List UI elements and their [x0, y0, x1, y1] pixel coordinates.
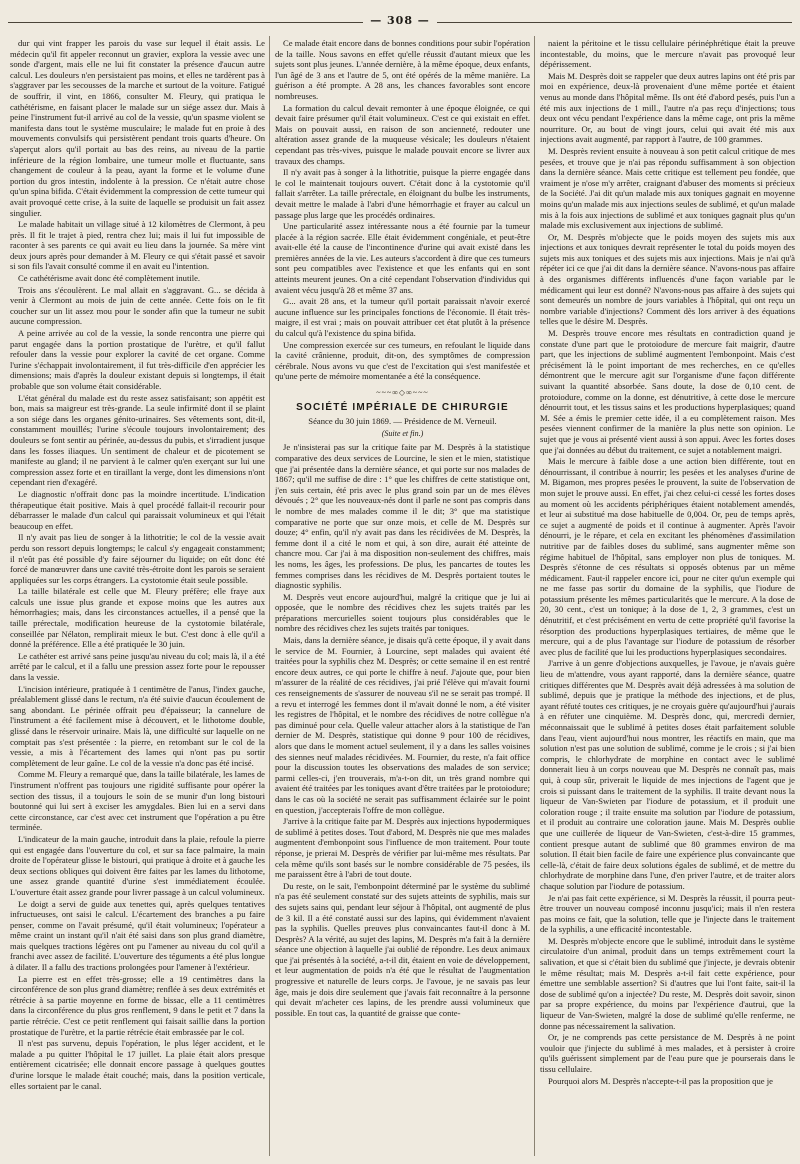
- paragraph: La taille bilatérale est celle que M. Fleury préfère; elle fraye aux calculs une issue plus grande et expose moins que les autres aux hémorrhagies; mais, dans les circonstances actuelles, il a pensé que la taille prérectale, modification heureuse de la cystotomie bilatérale, conseillée par Nélaton, remplirait mieux le but. C'est donc à elle qu'il a donné la préférence. Elle a été pratiquée le 30 juin.: [10, 586, 265, 650]
- paragraph: Il n'y avait pas lieu de songer à la lithotritie; le col de la vessie avait perdu son ressort depuis longtemps; le calcul s'y engageait constamment; il n'eût pas été possible d'y faire séjourner du liquide; on eût donc été forcé de manœuvrer dans une cavité très-étroite dont les parois se seraient appliquées sur les corps étrangers. La cystotomie était seule possible.: [10, 532, 265, 585]
- paragraph: Le malade habitait un village situé à 12 kilomètres de Clermont, à peu près. Il fit le trajet à pied, rentra chez lui; mais il lui fut impossible de raconter à ses parents ce qui avait eu lieu dans la journée. Sa mère vint deux jours après pour demander à M. Fleury ce qui s'était passé et savoir si son fils l'avait consulté comme il en avait eu l'intention.: [10, 219, 265, 272]
- paragraph: Trois ans s'écoulèrent. Le mal allait en s'aggravant. G... se décida à venir à Clermont au mois de juin de cette année. Cette fois on le fit coucher sur un lit assez mou pour le sonder afin que la tumeur ne subit aucune compression.: [10, 284, 265, 327]
- paragraph: Mais le mercure à faible dose a une action bien différente, tout en dénourrissant, il contribue à nourrir; les pesées et les analyses d'urine de M. Bigamon, mes propres pesées le prouvent, la suite de l'observation de mon sujet le prouve aussi. En effet, j'ai chez celui-ci cessé les fortes doses au moment où les accidents périphériques étaient notablement amendés, et leur ai substitué ma dose habituelle de 0,004. Or, peu de temps après, ce sujet a augmenté de poids et il continue à augmenter. Après l'avoir dénourri, je le répare, et cela en excitant les phénomènes d'assimilation nutritive par de faibles doses du sublimé, sans augmenter même son régime habituel de l'hôpital, sans employer non plus de toniques. M. Desprès s'étonne de ces résultats si opposés obtenus par un même médicament. Faut-il rappeler encore ici, pour ne citer qu'un exemple qui ne me fasse pas sortir du domaine de la syphilis, que l'iodure de potassium présente les mêmes particularités que le mercure. A la dose de 20, 30 cent., c'est un tonique; à la dose de 1, 2, 3 grammes, c'est un dénutritif, et c'est précisément en vertu de cette propriété qu'il favorise la résorption des productions hyperplasiques tertiaires, de même que le mercure, qui a de plus l'avantage sur l'iodure de potassium de résorber avec plus de facilité que lui les productions hyperplasiques secondaires.: [540, 456, 795, 657]
- paragraph: Le diagnostic n'offrait donc pas la moindre incertitude. L'indication thérapeutique était positive. Mais à quel procédé fallait-il recourir pour débarrasser le malade d'un calcul qui paraissait volumineux et qui l'était beaucoup en effet.: [10, 488, 265, 531]
- column-middle: [275, 38, 530, 1156]
- paragraph: M. Desprès veut encore aujourd'hui, malgré la critique que je lui ai opposée, que le nombre des récidives chez les sujets traités par les préparations mercurielles soient toujours plus considérables que le nombre des récidives chez les sujets traités par toniques.: [275, 591, 530, 634]
- section-ornament: ~~~∞◇∞~~~: [376, 388, 429, 397]
- paragraph: Le cathéter est arrivé sans peine jusqu'au niveau du col; mais là, il a été arrêté par le calcul, et il a fallu une pression assez forte pour le repousser dans la vessie.: [10, 650, 265, 683]
- paragraph: J'arrive à un genre d'objections auxquelles, je l'avoue, je n'avais guère lieu de m'attendre, vous ayant rapporté, dans la dernière séance, quatre critiques différentes que M. Desprès avait déjà adressées à ma solution de sublimé, depuis que je pratique la méthode des injections, et de plus, ayant réfuté toutes ces critiques, je ne croyais guère qu'aujourd'hui j'aurais à en réfuter une cinquième. M. Desprès donc, qui, mercredi dernier, méconnaissait que le sublimé à petites doses était parfaitement soluble dans l'eau, vient aujourd'hui nous montrer, les réactifs en main, que ma solution n'est pas une solution de sublimé, comme je le crois ; si j'ai bien compris, le chlorhydrate de morphine en contact avec le sublimé donnerait lieu à un corps nouveau que M. Desprès ne connaît pas, mais qui, à coup sûr, priverait le liquide de mes injections de l'agent que je crois si puissant dans le traitement de la syphilis. Il traite devant nous la liqueur de Van-Swieten par l'iodure de potassium, et il produit une coloration rouge ; il traite ensuite ma solution par l'iodure de potassium, et il produit au contraire une coloration jaune. Mais M. Desprès oublie que une cuillerée de liqueur de Van-Swieten, c'est-à-dire 15 grammes, contient presque autant de sublimé que 80 grammes environ de ma solution. Il était bien facile de faire une expérience plus convaincante que celle-là, c'était de faire deux solutions égales de sublimé, et de mettre du chlorhydrate de morphine dans l'une, d'en priver l'autre, et de traiter alors chaque solution par l'iodure de potassium.: [540, 658, 795, 891]
- paragraph: M. Desprès m'objecte encore que le sublimé, introduit dans le système circulatoire d'un animal, produit dans un temps extrêmement court la salivation, et que si c'était bien du sublimé que j'injecte, je devrais obtenir le même résultat; mais M. Desprès a-t-il fait cette expérience, pour émettre une semblable assertion? Si d'autres que lui l'ont faite, sait-il la dose de sublimé qu'on a injectée? Du reste, M. Desprès doit savoir, sinon par sa propre expérience, du moins par l'expérience d'autrui, que la liqueur de Van-Swieten, malgré la dose de sublimé qu'elle renferme, ne donne pas nécessairement la salivation.: [540, 935, 795, 1031]
- paragraph: L'incision intérieure, pratiquée à 1 centimètre de l'anus, l'index gauche, préalablement glissé dans le rectum, n'a été suivie d'aucun écoulement de sang abondant. Le périnée offrait peu d'épaisseur; la cannelure de l'instrument a été facilement mise à découvert, et le lithotome double, glissé dans le réservoir urinaire. Mais là, une difficulté sur laquelle on ne comptait pas s'est présentée : la pierre, en retombant sur le col de la vessie, a mis à l'écartement des lames qui n'ont pas pu sortir complètement de leur gaîne. Le col de la vessie n'a donc pas été incisé.: [10, 683, 265, 768]
- paragraph: Or, M. Desprès m'objecte que le poids moyen des sujets mis aux injections et aux toniques devrait représenter le total du poids moyen des sujets mis aux toniques et des sujets mis aux injections. Mais je n'ai qu'à répéter ici ce que j'ai dit dans la dernière séance. N'avons-nous pas affaire à des organismes différents influencés d'une façon variable par le médicament qui leur est donné? N'avons-nous pas affaire à des sujets qui sont demeurés un nombre de jours variables à l'hôpital, qui ont reçu un nombre variable d'injections? Comment dès lors arriver à des équations telles que le désire M. Desprès.: [540, 231, 795, 327]
- paragraph: M. Desprès trouve encore mes résultats en contradiction quand je constate d'une part que le protoiodure de mercure fait maigrir, d'autre part, que les injections de sublimé augmentent l'embonpoint. Mais c'est précisément là le point important de mes recherches, en ce qu'elles démontrent que le mercure agit sur l'organisme d'une façon différente suivant la quantité absorbée. Sans doute, la dose de 0,10 cent. de protoiodure, comme on la donne, est dénutritive, à cette dose le mercure dénourrit tout, et les tissus sains et les productions hyperplasiques; quand M. Sée a émis le premier cette idée, il a eu complètement raison. Mes pesées viennent confirmer de la manière la plus nette son opinion. Le sujet que je vous ai présenté vient aussi à son appui. Avec les fortes doses que j'ai données au début du traitement, ce sujet a notablement maigri.: [540, 328, 795, 455]
- header-rule-right: [437, 22, 792, 23]
- paragraph: L'indicateur de la main gauche, introduit dans la plaie, refoule la pierre qui est engagée dans l'ouverture du col, et sur sa face palmaire, la main droite de l'opérateur glisse le bistouri, qui pratique à droite et à gauche les deux sections obliques qui doivent être faites par les lames du lithotome, une assez grande quantité d'urine s'est immédiatement écoulée. L'ouverture était assez grande pour livrer passage à un calcul volumineux.: [10, 833, 265, 897]
- paragraph: Ce malade était encore dans de bonnes conditions pour subir l'opération de la taille. Nous savons en effet qu'elle réussit d'autant mieux que les sujets sont plus jeunes. L'année dernière, à la même époque, deux enfants, l'un âgé de 3 ans et l'autre de 5, ont été opérés de la même manière. La guérison a été prompte. A 28 ans, les chances favorables sont encore nombreuses.: [275, 38, 530, 101]
- paragraph: Le doigt a servi de guide aux tenettes qui, après quelques tentatives infructueuses, ont saisi le calcul. L'écartement des branches a pu faire penser, comme on l'avait présumé, qu'il était volumineux; l'opérateur a même craint un instant qu'il n'ait été saisi dans son plus grand diamètre, mais quelques tractions légères ont pu l'amener au niveau du col qu'il a franchi avec assez de facilité. L'ouverture des téguments a été plus longue à dilater. Il a fallu des tractions prolongées pour l'amener à l'extérieur.: [10, 898, 265, 973]
- paragraph: G... avait 28 ans, et la tumeur qu'il portait paraissait n'avoir exercé aucune influence sur les principales fonctions de l'économie. Il était très-maigre, il est vrai ; mais on pouvait attribuer cet état plutôt à la présence du calcul qu'à l'existence du spina bifida.: [275, 296, 530, 339]
- paragraph: Il n'y avait pas à songer à la lithotritie, puisque la pierre engagée dans le col le maintenait toujours ouvert. C'était donc à la cystotomie qu'il fallait s'arrêter. La taille prérectale, en éloignant du bulbe les instruments, devait mettre le malade à l'abri d'une hémorrhagie et frayer au calcul un passage plus large que les procédés ordinaires.: [275, 167, 530, 220]
- paragraph: Mais M. Desprès doit se rappeler que deux autres lapins ont été pris par moi en expérience, deux-là provenaient d'une même portée et étaient venus au monde dans l'hôpital même. Ils ont été d'abord pesés, puis l'un a été mis aux injections de 1 mill., l'autre n'a pas reçu d'injections; tous deux ont vécu pendant l'expérience dans la même cage, ont pris la même nourriture. Or, au bout de vingt jours, celui qui avait été mis aux injections avait augmenté, par rapport à l'autre, de 100 grammes.: [540, 70, 795, 145]
- paragraph: dur qui vint frapper les parois du vase sur lequel il était assis. Le médecin qu'il fit appeler reconnut un gravier, explora la vessie avec une sonde d'argent, mais elle ne lui fit constater la présence d'aucun autre calcul. Les douleurs n'en persistaient pas moins, et elles ne tardèrent pas à s'aggraver par les secousses de la marche et surtout de la voiture. Fatigué de souffrir, il vint, en 1866, consulter M. Fleury, qui pratiqua le cathétérisme, en faisant placer le malade sur un siége assez dur. Mais à peine l'instrument fut-il arrivé au col de la vessie, qu'un spasme violent se manifesta dans tout le système musculaire; le malade fut en proie à des mouvements convulsifs qui persistèrent pendant trois quarts d'heure. On s'aperçut alors qu'il portait au bas des reins, au niveau de la partie inférieure de la région lombaire, une tumeur molle et fluctuante, sans changement de couleur à la peau, ayant la forme et le volume d'une portion du gros intestin, indolente à la pression. Ce n'était autre chose qu'un spina bifida. C'était évidemment la compression de cette tumeur qui avait provoqué cette crise, à la suite de laquelle se produisit un fait assez singulier.: [10, 38, 265, 218]
- paragraph: naient la péritoine et le tissu cellulaire périnéphrétique était la preuve incontestable, du moins, que le mercure n'avait pas provoqué leur dépérissement.: [540, 38, 795, 70]
- paragraph: Comme M. Fleury a remarqué que, dans la taille bilatérale, les lames de l'instrument n'offrent pas toujours une rigidité suffisante pour opérer la section des tissus, il a toujours le soin de se munir d'un long bistouri boutonné qui lui sert à exciser les amygdales. Bien lui en a servi dans cette circonstance, car c'est avec cet instrument que l'opération a pu être terminée.: [10, 769, 265, 833]
- column-left: [10, 38, 265, 1156]
- paragraph: Or, je ne comprends pas cette persistance de M. Desprès à ne point vouloir que j'injecte du sublimé à mes malades, et à persister à croire qu'ils guérissent simplement par de l'eau pure que je pourserais dans le tissu cellulaire.: [540, 1032, 795, 1074]
- paragraph: J'arrive à la critique faite par M. Desprès aux injections hypodermiques de sublimé à petites doses. Tout d'abord, M. Desprès nie que mes malades augmentent d'embonpoint sous l'influence de mon traitement. Pour toute réponse, je prierai M. Desprès de vérifier par lui-même mes résultats. Par cela même qu'ils sont basés sur le nombre considérable de 75 pesées, ils me paraissent être à l'abri de tout doute.: [275, 816, 530, 880]
- paragraph: Il n'est pas survenu, depuis l'opération, le plus léger accident, et le malade a pu quitter l'hôpital le 17 juillet. La plaie était alors presque entièrement cicatrisée; elle donnait encore passage à quelques gouttes d'urine lorsque le malade était couché; mais, dans la position verticale, elles sortaient par le canal.: [10, 1038, 265, 1091]
- paragraph: M. Desprès revient ensuite à nouveau à son petit calcul critique de mes pesées, et trouve que je n'ai pas répondu suffisamment à son objection dans la dernière séance. Mais cette critique est tellement peu fondée, que vraiment je n'ose m'y arrêter, craignant d'abuser des moments si précieux de la Société. J'ai dit qu'un malade mis aux toniques gagnait en moyenne moins qu'un malade mis aux injections seules de sublimé, et qu'un malade mis à la fois aux injections de sublimé et aux toniques gagnait plus qu'un malade mis exclusivement aux injections de sublimé.: [540, 145, 795, 231]
- paragraph: Je n'insisterai pas sur la critique faite par M. Desprès à la statistique comparative des deux services de Lourcine, le sien et le mien, statistique que j'ai présentée dans la dernière séance, et qui porte sur nos malades de 1867; qu'il me suffise de dire : 1° que les chiffres de cette statistique ont, j'en suis certain, été pris avec le plus grand soin par un de mes élèves dévoués ; 2° que les nouveaux-nés dont il parle ne sont pas compris dans le nombre de mes malades comme il le dit; 3° que ma statistique comparative ne porte que sur onze mois, et celle de M. Desprès sur douze; 4° enfin, qu'il n'y avait pas dans les récidivées de M. Desprès, la femme dont il a cité le nom et qui, à son dire, aurait été atteinte de chancre mou. Car j'ai à ma disposition non-seulement des chiffres, mais les noms, les âges, les professions. De plus, les pancartes de toutes les femmes comprises dans les récidives de M. Desprès portaient toutes le diagnostic syphilis.: [275, 442, 530, 591]
- paragraph: Pourquoi alors M. Desprès n'accepte-t-il pas la proposition que je: [548, 1075, 773, 1086]
- page-number: — 308 —: [370, 14, 430, 27]
- section-title: SOCIÉTÉ IMPÉRIALE DE CHIRURGIE: [296, 401, 509, 413]
- column-separator: [269, 36, 270, 1156]
- column-separator: [534, 36, 535, 1156]
- paragraph: Ce cathétérisme avait donc été complètement inutile.: [18, 273, 201, 284]
- paragraph: A peine arrivée au col de la vessie, la sonde rencontra une pierre qui parut engagée dans la portion prostatique de l'urètre, et qu'il fallut refouler dans la vessie pour explorer la cavité de cet organe. Comme l'urine s'échappait involontairement, il fut très-difficile d'en apprécier les dimensions; mais d'après la douleur existant depuis si longtemps, il était probable que son volume était considérable.: [10, 328, 265, 391]
- paragraph: Une compression exercée sur ces tumeurs, en refoulant le liquide dans la cavité crânienne, produit, dit-on, des symptômes de compression cérébrale. Nous avons vu que c'est de l'excitation qui s'est manifestée et qu'une perte de mémoire momentanée a été la conséquence.: [275, 339, 530, 382]
- column-right: [540, 38, 795, 1156]
- paragraph: La formation du calcul devait remonter à une époque éloignée, ce qui devait faire présumer qu'il était volumineux. C'est ce qui existait en effet. Mais on pouvait aussi, en raison de son ancienneté, redouter une altération assez grande de la muqueuse vésicale; les douleurs n'étaient cependant pas très-vives, puisque le malade pouvait encore se livrer aux travaux des champs.: [275, 102, 530, 166]
- paragraph: L'état général du malade est du reste assez satisfaisant; son appétit est bon, mais sa maigreur est très-grande. La seule infirmité dont il se plaint a son siége dans les organes génito-urinaires. Ses vêtements sont, dit-il, constamment mouillés; l'urine s'écoule toujours involontairement; des douleurs se font sentir au périnée, au-dessus du pubis, et s'irradient jusque dans les fosses iliaques. Un sentiment de chaleur et de picotement se manifeste au gland; il ne parvient à le calmer qu'en exerçant sur lui une compression assez forte et en tiraillant la verge, dont les dimensions n'ont cependant rien d'exagéré.: [10, 392, 265, 488]
- session-line: Séance du 30 juin 1869. — Présidence de M. Verneuil.: [308, 416, 497, 427]
- continuation-note: (Suite et fin.): [381, 428, 424, 438]
- paragraph: Du reste, on le sait, l'embonpoint déterminé par le système du sublimé n'a pas été seulement constaté sur des sujets atteints de syphilis, mais sur des sujets sains qui, pendant leur séjour à l'hôpital, ont augmenté de plus de 3 kil. Il a été constaté aussi sur des lapins, qui évidemment n'avaient pas la syphilis. Quelles preuves plus convaincantes faut-il donc à M. Desprès? A la vérité, au sujet des lapins, M. Desprès m'a fait à la dernière séance une objection à laquelle j'ai oublié de répondre. Les deux animaux que j'ai présentés à la société, a-t-il dit, étaient en voie de développement, et leur augmentation de poids n'a été que le résultat de l'augmentation progressive et naturelle de leurs corps. Je l'avoue, je ne savais pas leur âge, mais je dois dire seulement que j'avais fait reconnaître à la personne qui devait m'acheter ces lapins, de les prendre aussi volumineux que possible. En tout cas, la quantité de graisse que conte-: [275, 880, 530, 1018]
- paragraph: Mais, dans la dernière séance, je disais qu'à cette époque, il y avait dans le service de M. Fournier, à Lourcine, sept malades qui avaient été traitées pour la syphilis chez M. Desprès; or cette semaine il en est rentré encore deux autres, ce qui porte le chiffre à neuf. J'ajoute que, pour bien m'assurer de la réalité de ces récidives, j'ai prié l'élève qui m'avait fourni ces renseignements de s'assurer de nouveau s'il ne se serait pas trompé. Il a revu et interrogé les femmes dont il m'avait donné le nom, a été visiter les registres de l'hôpital, et le nombre des récidives de notre collègue n'a pas diminué pour cela. Quelle valeur attacher alors à la statistique de l'an dernier de M. Desprès, statistique qui donne 9 pour 100 de récidives, alors que dans le moment actuel seulement, il y a dans les salles voisines des siennes neuf malades récidivées. M. Fournier, du reste, n'a fait office pour la discussion toutes les observations des malades de son service; parmi celles-ci, j'en trouverais, m'a-t-on dit, un très grand nombre qui avaient été traitées par les toniques avant d'être traitées par le protoiodure; dans le cas où la société ne serait pas suffisamment éclairée sur le point en question, j'accepterais l'offre de mon collègue.: [275, 635, 530, 815]
- paragraph: Je n'ai pas fait cette expérience, si M. Desprès la réussit, il pourra peut-être trouver un nouveau composé inconnu jusqu'ici; mais il n'en restera pas moins ce fait, que la solution, telle que je l'injecte dans le traitement de la syphilis, a une efficacité incontestable.: [540, 892, 795, 935]
- page-header: [8, 14, 792, 32]
- paragraph: Une particularité assez intéressante nous a été fournie par la tumeur placée à la région sacrée. Elle était évidemment congéniale, et peut-être avait-elle été la cause de l'incontinence d'urine qui avait existé dans les premières années de la vie. Les auteurs s'accordent à dire que ces tumeurs sont peu compatibles avec l'existence et que les enfants qui en sont atteints meurent jeunes. On a cité cependant l'observation d'individus qui avaient vécu jusqu'à 28 et même 37 ans.: [275, 221, 530, 295]
- paragraph: La pierre est en effet très-grosse; elle a 19 centimètres dans la circonférence de son plus grand diamètre; renflée à ses deux extrémités et rétrécie à sa partie moyenne en forme de bissac, elle a 11 centimètres dans la circonférence du plus gros renflement, 9 dans le petit et 7 dans la partie rétrécie. C'est ce petit renflement qui faisait saillie dans la portion prostatique de l'urètre, et la partie rétrécie était embrassée par le col.: [10, 973, 265, 1037]
